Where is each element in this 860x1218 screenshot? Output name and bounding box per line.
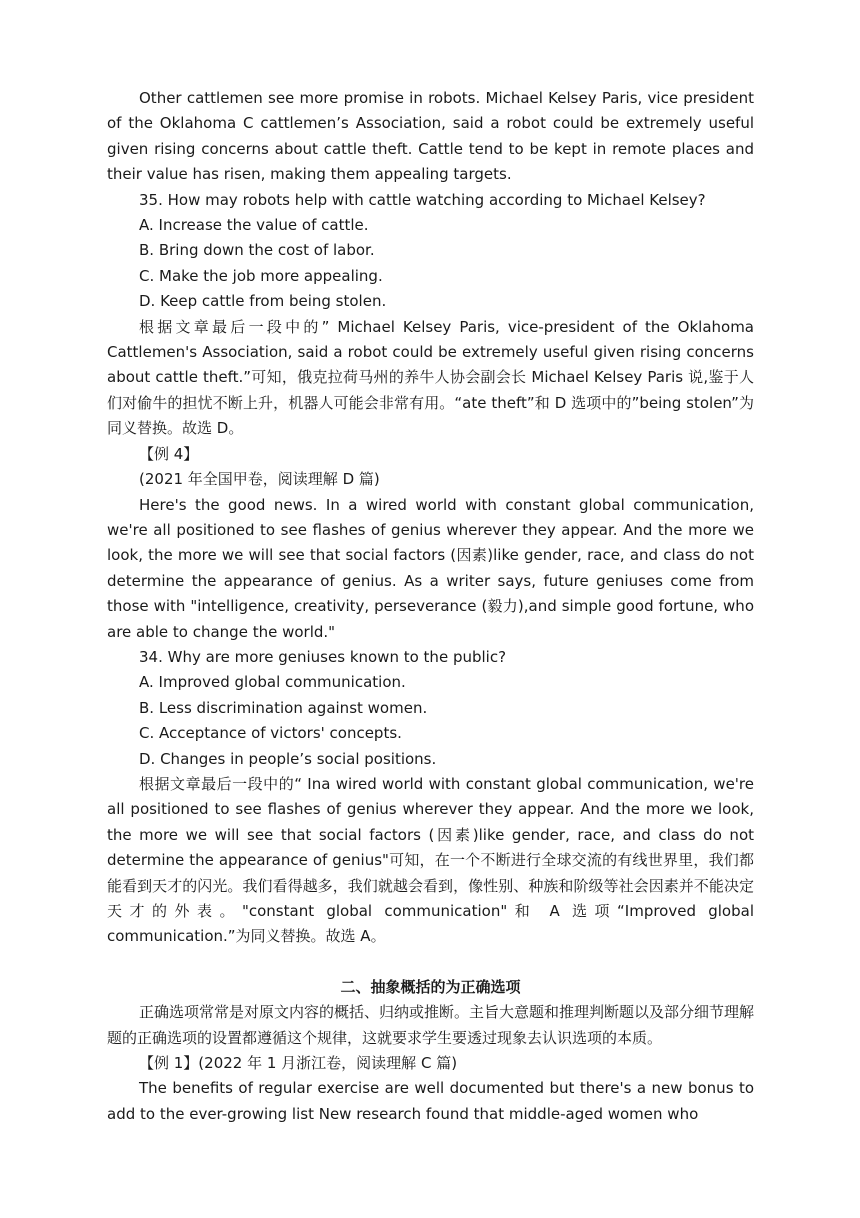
option-c: C. Acceptance of victors' concepts. [139, 724, 402, 743]
passage-paragraph: The benefits of regular exercise are well documented but there's a new bonus to add to the ever-growing list New research found that middle-aged women who [107, 1079, 754, 1123]
option-d: D. Changes in people’s social positions. [139, 749, 437, 768]
option-b: B. Bring down the cost of labor. [139, 241, 375, 260]
document-page [107, 86, 754, 1127]
section-intro-paragraph: 正确选项常常是对原文内容的概括、归纳或推断。主旨大意题和推理判断题以及部分细节理解题的正确选项的设置都遵循这个规律，这就要求学生要透过现象去认识选项的本质。 [107, 1003, 755, 1047]
option-c: C. Make the job more appealing. [139, 266, 383, 285]
option-b: B. Less discrimination against women. [139, 698, 428, 717]
passage-paragraph: Other cattlemen see more promise in robots. Michael Kelsey Paris, vice president of the Oklahoma C cattlemen’s Association, said a robot could be extremely useful given rising concerns about cattle theft. Cattle tend to be kept in remote places and their value has risen, making them appealing targets. [107, 89, 754, 184]
section-heading: 二、抽象概括的为正确选项 [340, 977, 521, 996]
example-label: 【例 4】 [139, 444, 199, 463]
example-label: 【例 1】(2022 年 1 月浙江卷，阅读理解 C 篇) [139, 1054, 458, 1073]
question-35: 35. How may robots help with cattle watching according to Michael Kelsey? [139, 190, 706, 209]
option-a: A. Increase the value of cattle. [139, 216, 369, 235]
explanation-paragraph: 根据文章最后一段中的” Michael Kelsey Paris, vice-president of the Oklahoma Cattlemen's Association, said a robot could be extremely useful given rising concerns about cattle theft.”可知，俄克拉荷马州的养牛人协会副会长 Michael Kelsey Paris 说,鉴于人们对偷牛的担忧不断上升，机器人可能会非常有用。“ate theft”和 D 选项中的”being stolen”为同义替换。故选 D。 [107, 317, 754, 438]
explanation-paragraph: 根据文章最后一段中的“ Ina wired world with constant global communication, we're all positioned to see flashes of genius wherever they appear. And the more we look, the more we will see that social factors (因素)like gender, race, and class do not determine the appearance of genius"可知，在一个不断进行全球交流的有线世界里，我们都能看到天才的闪光。我们看得越多，我们就越会看到，像性别、种族和阶级等社会因素并不能决定天才的外表。"constant global communication"和 A 选项“Improved global communication.”为同义替换。故选 A。 [107, 774, 754, 946]
option-d: D. Keep cattle from being stolen. [139, 292, 387, 311]
example-source: (2021 年全国甲卷，阅读理解 D 篇) [139, 470, 380, 489]
option-a: A. Improved global communication. [139, 673, 406, 692]
question-34: 34. Why are more geniuses known to the public? [139, 647, 507, 666]
passage-paragraph: Here's the good news. In a wired world with constant global communication, we're all positioned to see flashes of genius wherever they appear. And the more we look, the more we will see that social factors (因素)like gender, race, and class do not determine the appearance of genius. As a writer says, future geniuses come from those with "intelligence, creativity, perseverance (毅力),and simple good fortune, who are able to change the world." [107, 495, 754, 641]
spacer [107, 950, 754, 975]
